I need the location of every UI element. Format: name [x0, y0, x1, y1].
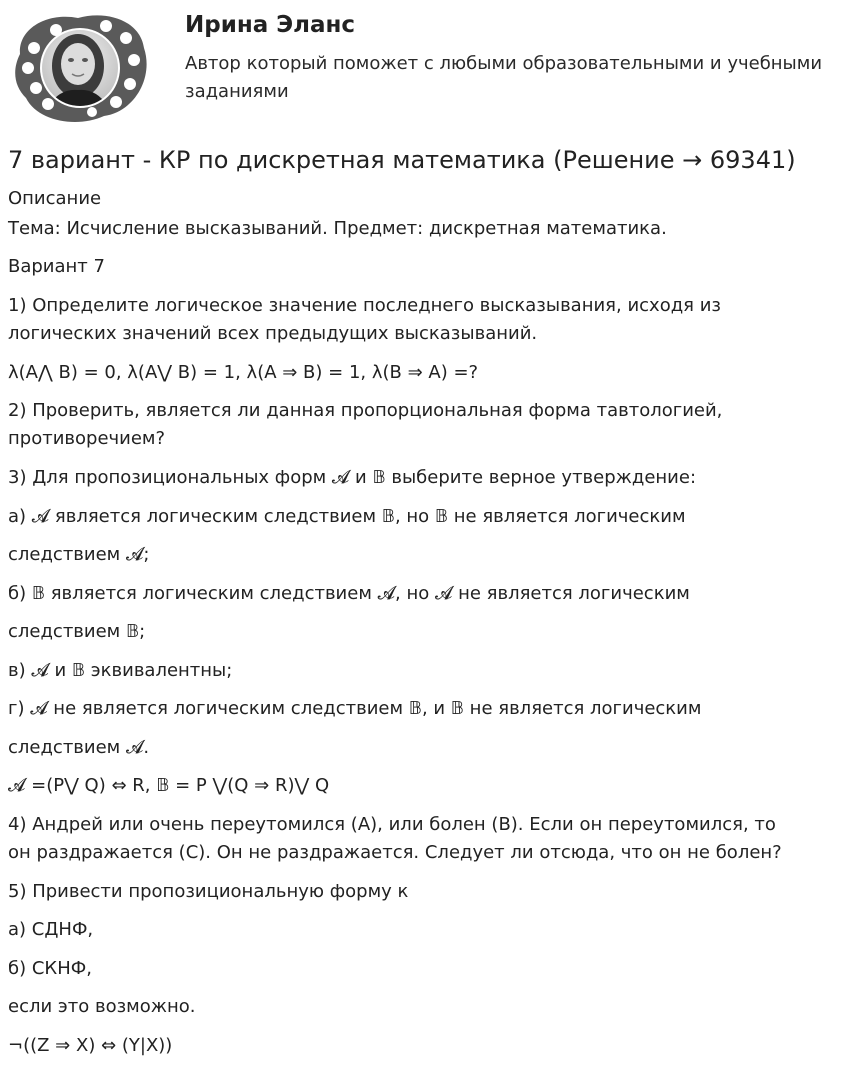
description-heading: Описание: [8, 188, 102, 209]
avatar-image: [8, 8, 150, 126]
task-3-option-d-cont: следствием 𝓐.: [8, 737, 150, 758]
variant-line: Вариант 7: [8, 256, 105, 277]
task-3-text: 3) Для пропозициональных форм 𝓐 и 𝔹 выберите верное утверждение:: [8, 467, 697, 488]
task-1-formula: λ(A⋀ B) = 0, λ(A⋁ B) = 1, λ(A ⇒ B) = 1, λ(B ⇒ A) =?: [8, 362, 479, 383]
author-name[interactable]: Ирина Эланс: [185, 12, 356, 38]
task-3-option-c: в) 𝓐 и 𝔹 эквивалентны;: [8, 660, 233, 681]
task-3-option-b: б) 𝔹 является логическим следствием 𝓐, но 𝓐 не является логическим: [8, 583, 690, 604]
task-2-text-cont: противоречием?: [8, 428, 166, 449]
task-4-text: 4) Андрей или очень переутомился (A), или болен (B). Если он переутомился, то: [8, 814, 776, 835]
task-2-text: 2) Проверить, является ли данная пропорциональная форма тавтологией,: [8, 400, 723, 421]
task-5-option-b: б) СКНФ,: [8, 958, 92, 979]
task-5-formula: ¬((Z ⇒ X) ⇔ (Y|X)): [8, 1035, 173, 1056]
task-3-option-a-cont: следствием 𝓐;: [8, 544, 150, 565]
task-3-option-b-cont: следствием 𝔹;: [8, 621, 146, 642]
task-5-condition: если это возможно.: [8, 996, 196, 1017]
task-4-text-cont: он раздражается (C). Он не раздражается. Следует ли отсюда, что он не болен?: [8, 842, 782, 863]
task-5-option-a: а) СДНФ,: [8, 919, 94, 940]
author-avatar[interactable]: [8, 8, 150, 126]
task-1-text-cont: логических значений всех предыдущих высказываний.: [8, 323, 538, 344]
task-3-option-d: г) 𝓐 не является логическим следствием 𝔹, и 𝔹 не является логическим: [8, 698, 702, 719]
task-3-formula: 𝓐 =(P⋁ Q) ⇔ R, 𝔹 = P ⋁(Q ⇒ R)⋁ Q: [8, 775, 330, 796]
author-description: Автор который поможет с любыми образовательными и учебными заданиями: [185, 53, 823, 102]
page-title: 7 вариант - КР по дискретная математика (Решение → 69341): [8, 146, 796, 174]
topic-line: Тема: Исчисление высказываний. Предмет: дискретная математика.: [8, 218, 667, 239]
task-3-option-a: а) 𝓐 является логическим следствием 𝔹, но 𝔹 не является логическим: [8, 506, 686, 527]
task-1-text: 1) Определите логическое значение последнего высказывания, исходя из: [8, 295, 721, 316]
task-5-text: 5) Привести пропозициональную форму к: [8, 881, 409, 902]
author-header: [0, 0, 847, 130]
